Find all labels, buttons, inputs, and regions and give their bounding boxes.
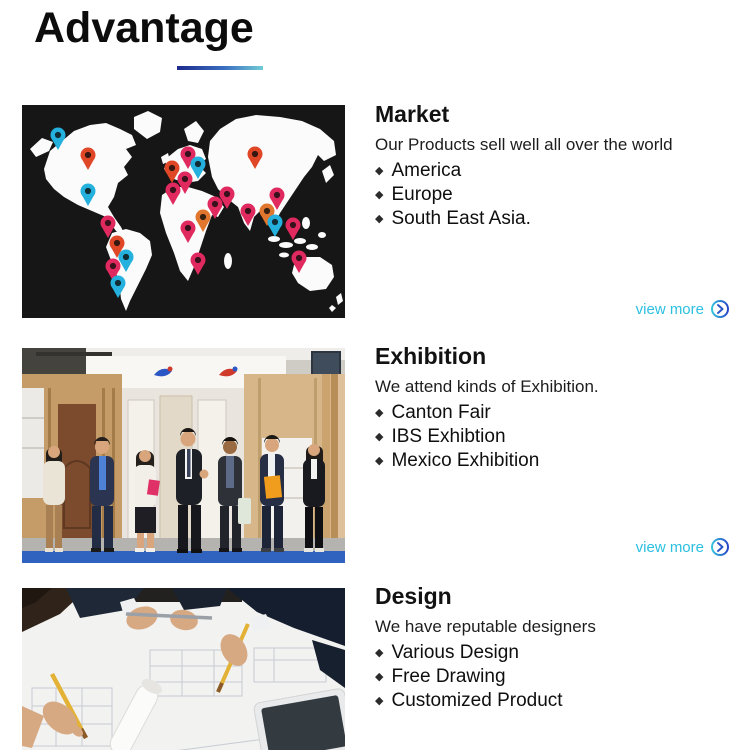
section-description-market: Our Products sell well all over the world xyxy=(375,135,673,154)
bullet-label: Europe xyxy=(391,184,453,205)
world-map-graphic xyxy=(22,105,345,318)
section-title-exhibition: Exhibition xyxy=(375,343,487,369)
bullet-label: Canton Fair xyxy=(391,402,491,423)
market-bullet-list xyxy=(375,159,733,231)
bullet-item xyxy=(375,449,733,473)
bullet-item xyxy=(375,425,733,449)
market-map-image xyxy=(22,105,345,318)
bullet-label: Free Drawing xyxy=(391,666,506,687)
bullet-label: Various Design xyxy=(391,642,519,663)
bullet-label: IBS Exhibtion xyxy=(391,426,506,447)
view-more-label: view more xyxy=(635,538,704,556)
diamond-bullet-icon: ◆ xyxy=(375,695,384,707)
bullet-item xyxy=(375,689,733,713)
bullet-label: South East Asia. xyxy=(391,208,531,229)
view-more-link-exhibition[interactable] xyxy=(636,537,730,557)
section-title-design: Design xyxy=(375,583,452,609)
bullet-item xyxy=(375,401,733,425)
section-exhibition xyxy=(375,343,733,473)
section-title-market: Market xyxy=(375,101,450,127)
view-more-link-market[interactable] xyxy=(636,299,730,319)
title-underline xyxy=(177,66,263,70)
diamond-bullet-icon: ◆ xyxy=(375,213,384,225)
section-market xyxy=(375,101,733,231)
exhibition-photo xyxy=(22,348,345,563)
bullet-item xyxy=(375,665,733,689)
diamond-bullet-icon: ◆ xyxy=(375,671,384,683)
bullet-item xyxy=(375,641,733,665)
arrow-circle-icon xyxy=(710,537,730,557)
view-more-label: view more xyxy=(635,300,704,318)
design-bullet-list xyxy=(375,641,733,713)
bullet-item xyxy=(375,207,733,231)
diamond-bullet-icon: ◆ xyxy=(375,455,384,467)
bullet-label: Mexico Exhibition xyxy=(391,450,540,471)
diamond-bullet-icon: ◆ xyxy=(375,431,384,443)
bullet-label: America xyxy=(391,160,462,181)
bullet-item xyxy=(375,183,733,207)
bullet-item xyxy=(375,159,733,183)
exhibition-scene-graphic xyxy=(22,348,345,563)
page-title: Advantage xyxy=(34,4,254,52)
diamond-bullet-icon: ◆ xyxy=(375,647,384,659)
section-design xyxy=(375,583,733,713)
diamond-bullet-icon: ◆ xyxy=(375,407,384,419)
arrow-circle-icon xyxy=(710,299,730,319)
section-description-design: We have reputable designers xyxy=(375,617,596,636)
bullet-label: Customized Product xyxy=(391,690,563,711)
design-photo xyxy=(22,588,345,750)
design-scene-graphic xyxy=(22,588,345,750)
diamond-bullet-icon: ◆ xyxy=(375,189,384,201)
diamond-bullet-icon: ◆ xyxy=(375,165,384,177)
exhibition-bullet-list xyxy=(375,401,733,473)
section-description-exhibition: We attend kinds of Exhibition. xyxy=(375,377,599,396)
